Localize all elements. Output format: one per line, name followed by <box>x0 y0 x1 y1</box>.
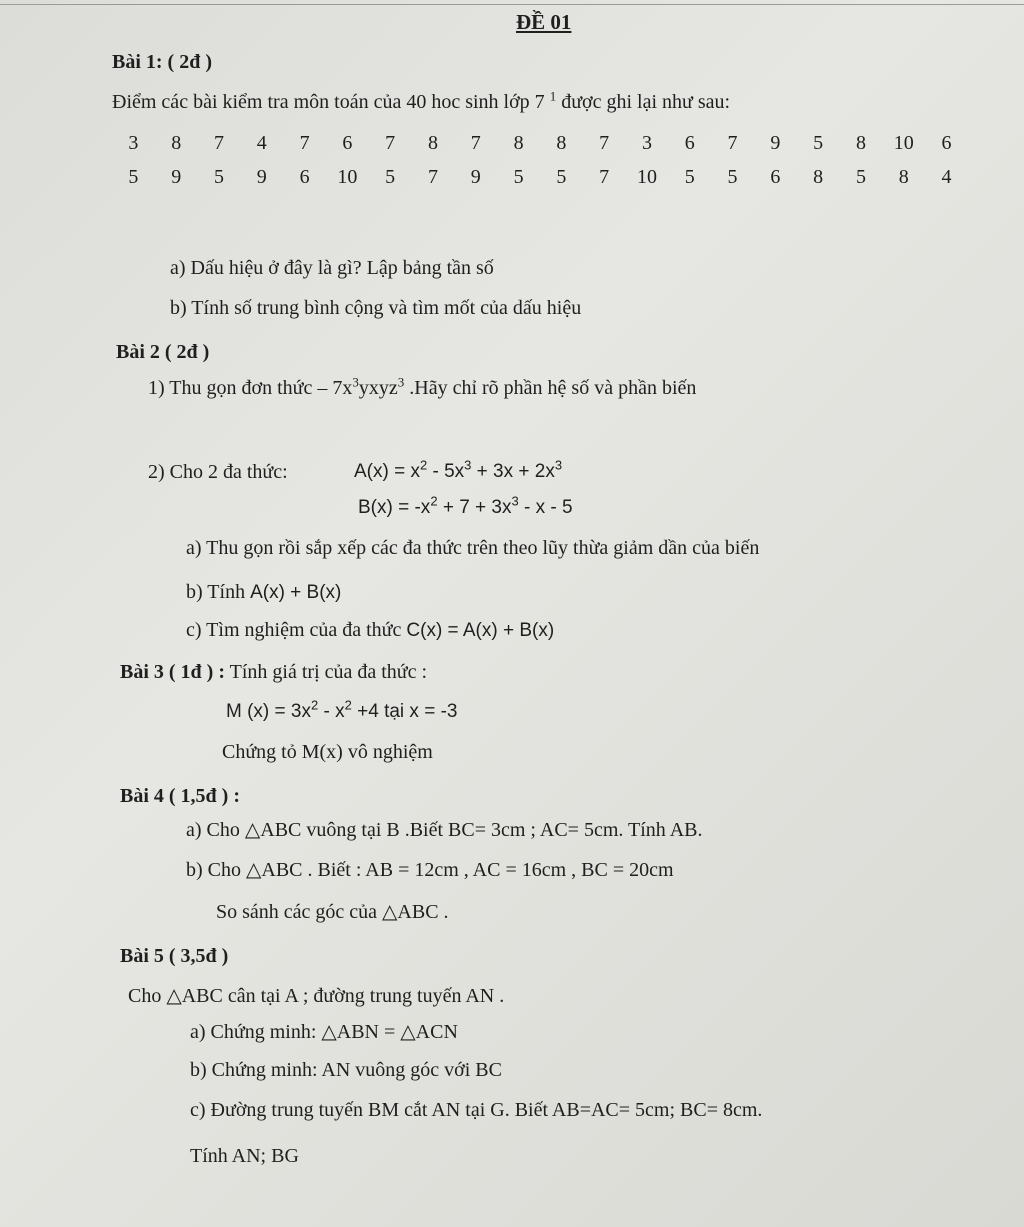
poly-M-part1: M (x) = 3x <box>226 701 311 722</box>
bai2-qb-label: b) Tính <box>186 581 251 603</box>
score-value: 5 <box>213 166 224 188</box>
score-value: 5 <box>556 166 567 188</box>
poly-M-part2: - x <box>318 701 345 722</box>
score-value: 8 <box>813 166 824 188</box>
bai2-question-2-label: 2) Cho 2 đa thức: <box>148 461 288 483</box>
bai5-intro: Cho △ABC cân tại A ; đường trung tuyến AN . <box>128 985 505 1007</box>
bai2-question-a: a) Thu gọn rồi sắp xếp các đa thức trên theo lũy thừa giảm dần của biến <box>186 537 760 559</box>
bai2-q1-text2: yxyz <box>358 377 398 399</box>
bai1-intro-text-end: được ghi lại như sau: <box>556 91 731 113</box>
score-value: 3 <box>641 132 652 154</box>
poly-M-part3: +4 tại x = -3 <box>351 701 458 722</box>
bai4-question-b: b) Cho △ABC . Biết : AB = 12cm , AC = 16cm , BC = 20cm <box>186 859 674 881</box>
score-value: 5 <box>727 166 738 188</box>
score-row-2 <box>112 166 968 189</box>
bai2-qc-label: c) Tìm nghiệm của đa thức <box>186 619 407 641</box>
bai4-question-a: a) Cho △ABC vuông tại B .Biết BC= 3cm ; AC= 5cm. Tính AB. <box>186 819 703 841</box>
score-value: 7 <box>427 166 438 188</box>
bai5-question-c2: Tính AN; BG <box>190 1145 299 1167</box>
score-value: 10 <box>893 132 914 154</box>
poly-B-sup1: 2 <box>430 493 438 509</box>
poly-A-sup3: 3 <box>554 457 563 473</box>
bai2-q1-sup1: 3 <box>352 374 359 390</box>
score-value: 5 <box>684 166 695 188</box>
bai3-prove: Chứng tỏ M(x) vô nghiệm <box>222 741 433 763</box>
score-value: 9 <box>470 166 481 188</box>
bai1-question-a: a) Dấu hiệu ở đây là gì? Lập bảng tần số <box>170 257 494 279</box>
poly-A-part3: + 3x + 2x <box>471 461 555 482</box>
bai5-question-a: a) Chứng minh: △ABN = △ACN <box>190 1021 458 1043</box>
bai2-q1-text: 1) Thu gọn đơn thức – 7x <box>148 377 353 399</box>
score-value: 6 <box>684 132 695 154</box>
poly-A-sup2: 3 <box>464 457 472 473</box>
score-value: 7 <box>213 132 224 154</box>
score-value: 9 <box>171 166 182 188</box>
bai2-qc-expr: C(x) = A(x) + B(x) <box>406 620 555 641</box>
score-value: 10 <box>337 166 358 188</box>
score-value: 3 <box>128 132 139 154</box>
score-value: 6 <box>299 166 310 188</box>
score-value: 5 <box>385 166 396 188</box>
bai1-intro <box>112 90 730 114</box>
bai5-heading: Bài 5 ( 3,5đ ) <box>120 945 229 967</box>
polynomial-A <box>354 457 563 484</box>
polynomial-M <box>226 697 458 724</box>
score-value: 7 <box>727 132 738 154</box>
score-value: 7 <box>470 132 481 154</box>
bai5-question-c: c) Đường trung tuyến BM cắt AN tại G. Biết AB=AC= 5cm; BC= 8cm. <box>190 1099 763 1121</box>
score-value: 7 <box>385 132 396 154</box>
score-value: 10 <box>636 166 657 188</box>
score-value: 8 <box>513 132 524 154</box>
bai1-question-b: b) Tính số trung bình cộng và tìm mốt của dấu hiệu <box>170 297 582 319</box>
score-row-1 <box>112 132 968 155</box>
score-value: 5 <box>128 166 139 188</box>
bai2-q1-sup2: 3 <box>397 374 405 390</box>
score-value: 8 <box>898 166 909 188</box>
exam-title: ĐỀ 01 <box>516 10 572 34</box>
poly-M-sup1: 2 <box>310 697 319 713</box>
score-value: 5 <box>813 132 824 154</box>
poly-A-part2: - 5x <box>427 461 465 482</box>
bai4-heading: Bài 4 ( 1,5đ ) : <box>120 785 240 807</box>
bai2-qb-expr: A(x) + B(x) <box>250 582 342 603</box>
bai5-question-b: b) Chứng minh: AN vuông góc với BC <box>190 1059 502 1081</box>
score-value: 8 <box>556 132 567 154</box>
poly-B-part1: B(x) = -x <box>358 497 431 518</box>
bai3-intro: Tính giá trị của đa thức : <box>225 661 428 683</box>
score-value: 8 <box>855 132 866 154</box>
score-value: 7 <box>299 132 310 154</box>
bai2-question-b <box>186 580 341 605</box>
bai1-heading: Bài 1: ( 2đ ) <box>112 51 212 73</box>
top-rule <box>0 4 1024 5</box>
poly-B-part2: + 7 + 3x <box>437 497 512 518</box>
score-value: 4 <box>941 166 952 188</box>
poly-A-sup1: 2 <box>419 457 428 473</box>
score-value: 5 <box>855 166 866 188</box>
bai2-heading: Bài 2 ( 2đ ) <box>116 341 210 363</box>
bai3-heading: Bài 3 ( 1đ ) : <box>120 661 225 683</box>
score-value: 6 <box>342 132 353 154</box>
score-value: 6 <box>941 132 952 154</box>
poly-A-part1: A(x) = x <box>354 461 420 482</box>
poly-M-sup2: 2 <box>344 697 352 713</box>
score-value: 9 <box>770 132 781 154</box>
polynomial-B <box>358 493 573 520</box>
score-value: 8 <box>427 132 438 154</box>
poly-B-sup2: 3 <box>511 493 519 509</box>
score-value: 9 <box>256 166 267 188</box>
score-value: 8 <box>171 132 182 154</box>
bai4-question-b2: So sánh các góc của △ABC . <box>216 901 449 923</box>
bai1-intro-sup: 1 <box>549 88 557 104</box>
bai2-question-c <box>186 618 554 643</box>
bai2-question-1 <box>148 376 696 400</box>
bai1-intro-text: Điểm các bài kiểm tra môn toán của 40 hoc sinh lớp 7 <box>112 91 545 113</box>
bai3-line <box>120 660 427 684</box>
score-value: 7 <box>599 166 610 188</box>
score-value: 5 <box>513 166 524 188</box>
score-value: 4 <box>256 132 267 154</box>
bai2-q1-text3: .Hãy chỉ rõ phần hệ số và phần biến <box>404 377 697 399</box>
score-value: 6 <box>770 166 781 188</box>
score-value: 7 <box>599 132 610 154</box>
poly-B-part3: - x - 5 <box>518 497 573 518</box>
